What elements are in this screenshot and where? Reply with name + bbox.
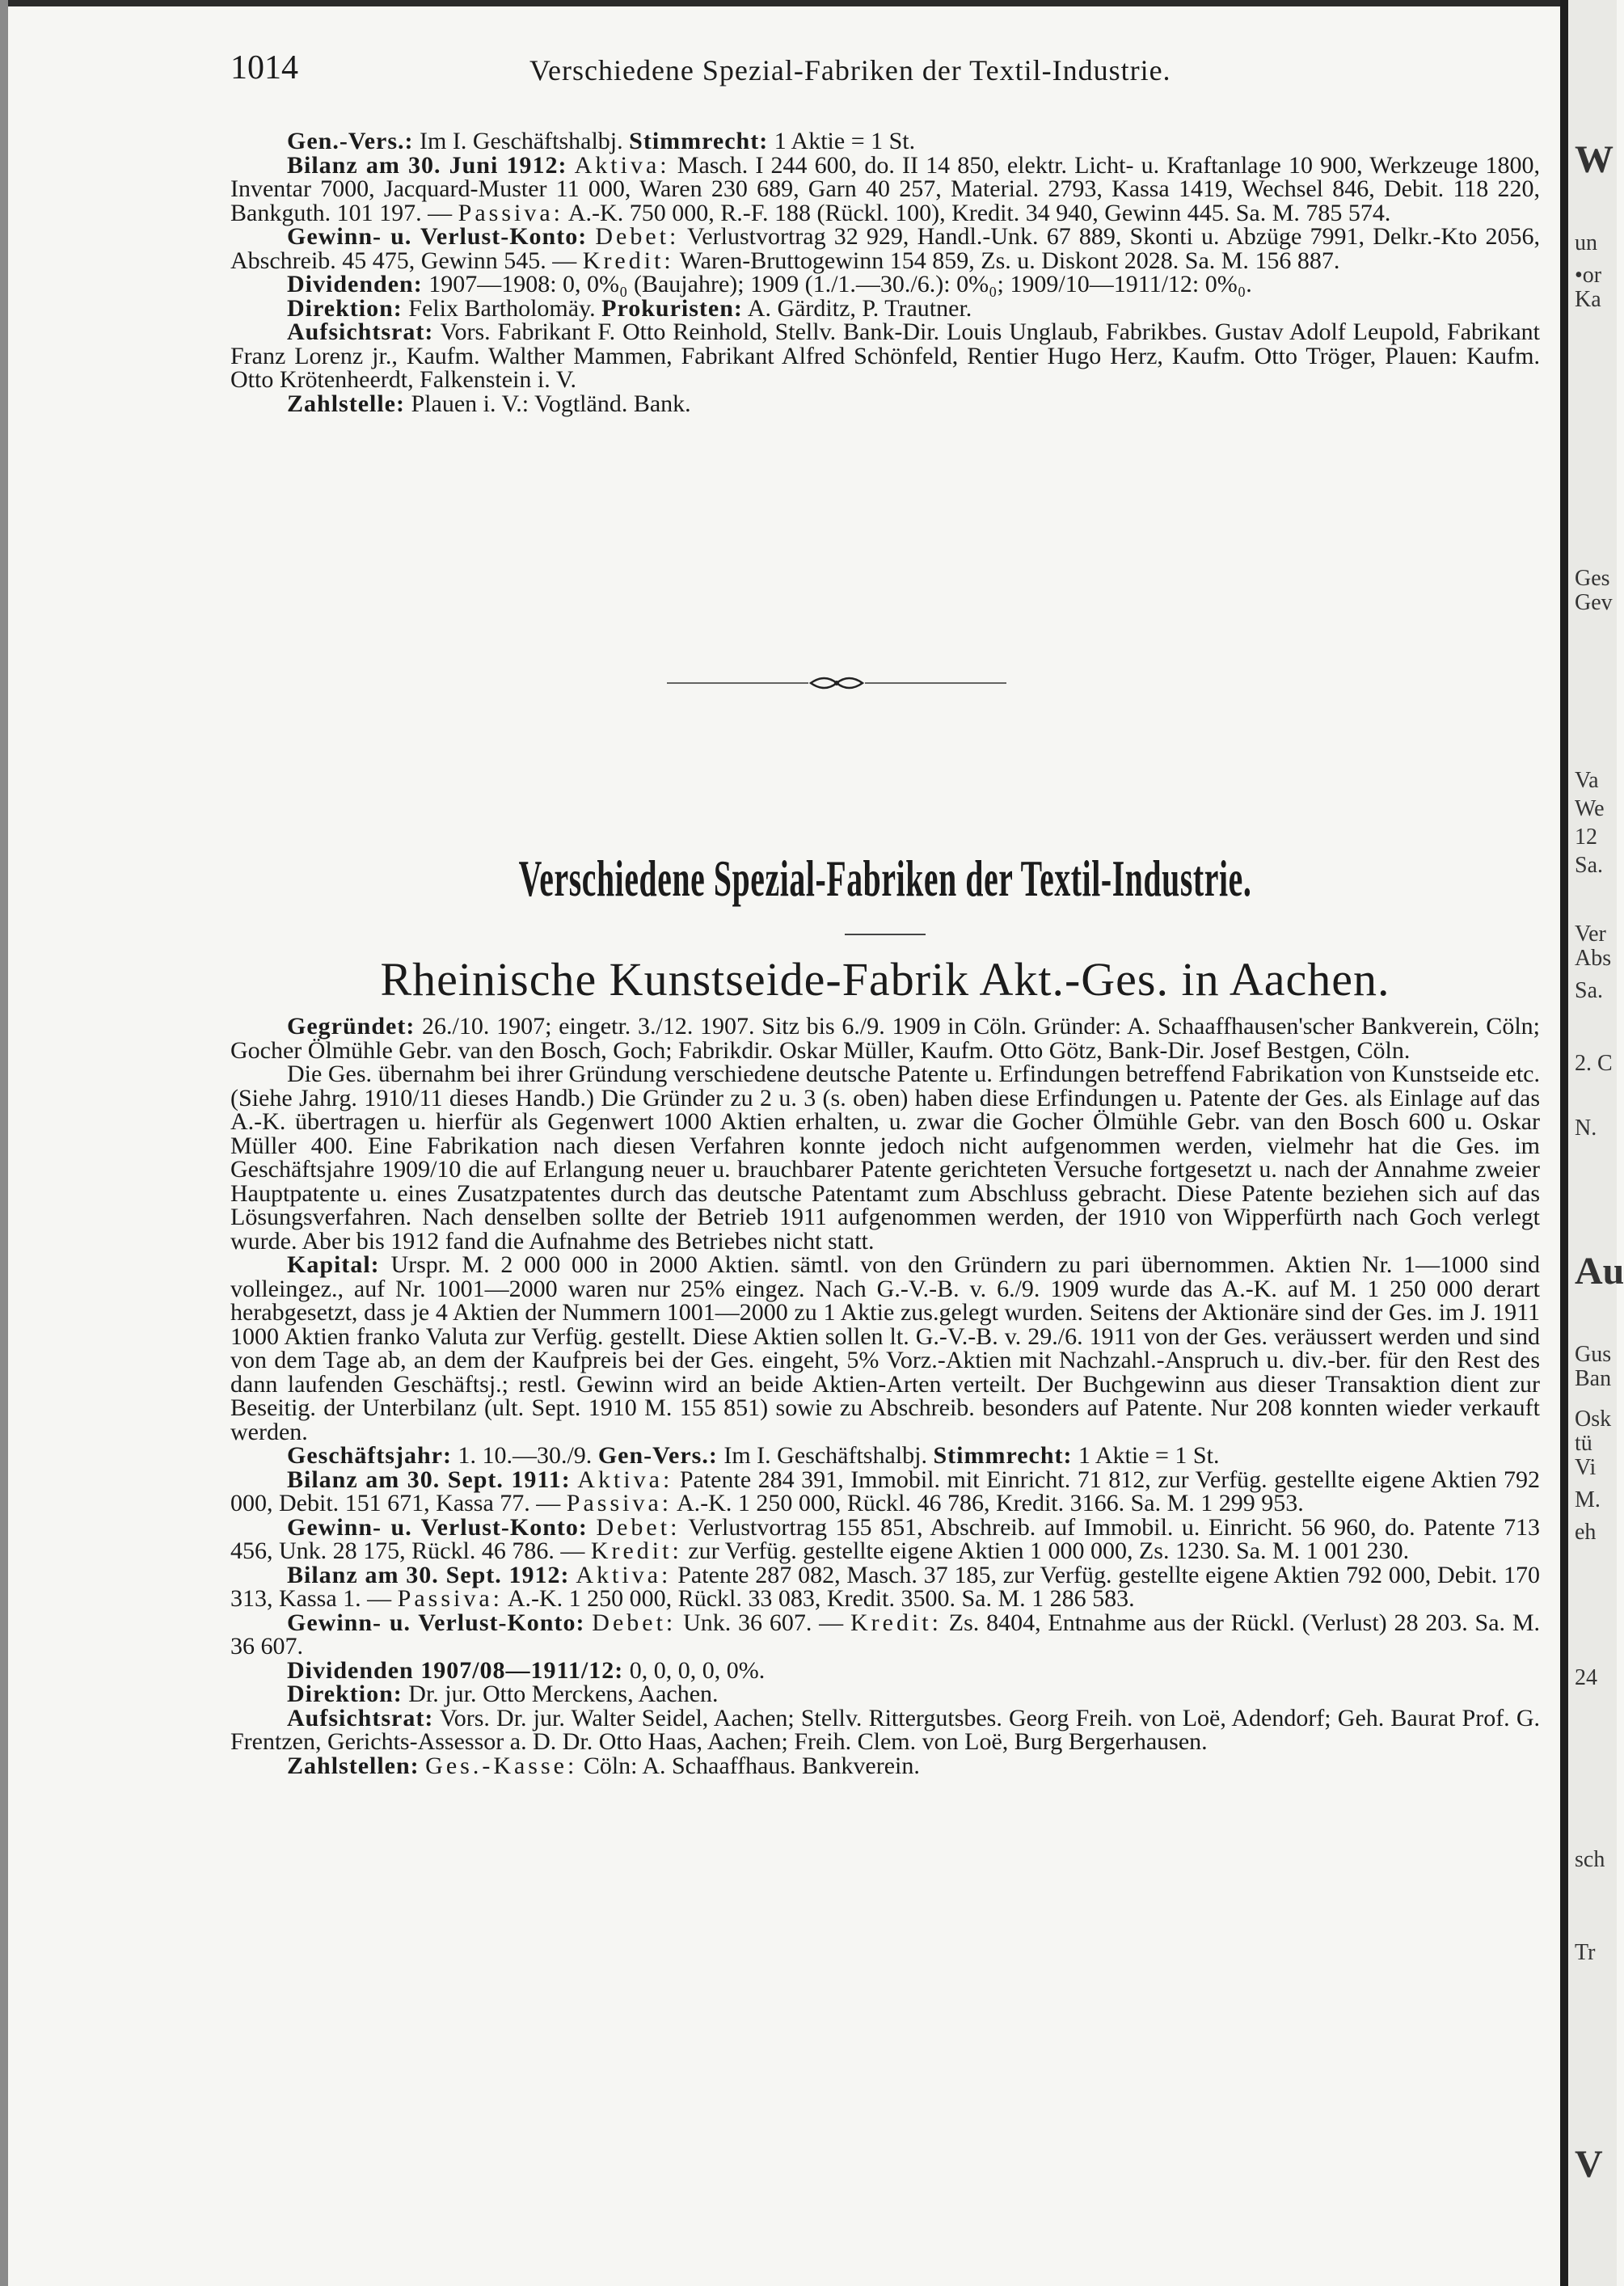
entry-label: Prokuristen: [601,294,743,322]
entry-paragraph [230,225,1540,272]
entry-paragraph [230,151,1541,226]
entry-text: 1. 10.—30./9. [458,1442,593,1469]
company-title: Rheinische Kunstseide-Fabrik Akt.-Ges. in Aachen. [380,953,1390,1006]
adjacent-page-fragment: Gus [1575,1342,1612,1367]
entry-paragraph [230,1656,1540,1684]
entry-text: Zs. 8404, Entnahme aus der Rückl. (Verlust) 28 203. Sa. M. 36 607. [230,1609,1541,1660]
entry-paragraph [230,1563,1540,1611]
entry-text: Urspr. M. 2 000 000 in 2000 Aktien. sämtl. von den Gründern zu pari übernommen. Aktien Nr. 1—1000 sind volleingez., auf Nr. 1001—2000 waren nur 25% eingez. Nach G.-V.-B. v. 6./9. 1909 wurde das A.-K. auf M. 1 250 000 derart herabgesetzt, dass je 4 Aktien der Nummern 1001—2000 zu 1 Aktie zus.gelegt wurden. Seitens der Aktionäre sind der Ges. im J. 1911 1000 Aktien franko Valuta zur Verfüg. gestellt. Diese Aktien sollen lt. G.-V.-B. v. 29./6. 1911 von der Ges. veräussert werden und sind von dem Tage ab, an dem der Kaufpreis bei der Ges. eingeht, 5% Vorz.-Aktien mit Nachzahl.-Anspruch u. div.-ber. für den Rest des dann laufenden Geschäftsj.; restl. Gewinn wird an beide Aktien-Arten verteilt. Der Buchgewinn aus dieser Transaktion dient zur Beseitig. der Unterbilanz (ult. Sept. 1910 M. 155 851) sowie zu Abschreib. besonders auf Patente. Nur 208 konnten wieder verkauft werden. [230,1251,1540,1445]
entry-label: Gen.-Vers.: [287,128,414,154]
running-head [230,49,1540,97]
adjacent-page-fragment: •or [1575,263,1602,288]
adjacent-page-fragment: 24 [1575,1665,1597,1690]
entry-sublabel: Passiva: [397,1585,503,1612]
adjacent-page-fragment: Tr [1575,1940,1596,1965]
adjacent-page-fragment: 2. C [1575,1051,1613,1076]
company-entry [230,1014,1540,1778]
entry-paragraph [230,272,1540,297]
entry-text: 0, 0, 0, 0, 0%. [629,1656,766,1684]
entry-label: Bilanz am 30. Sept. 1911: [287,1466,571,1493]
entry-text: Verlustvortrag 32 929, Handl.-Unk. 67 889, Skonti u. Abzüge 7991, Delkr.-Kto 2056, Abschreib. 45 475, Gewinn 545. — [230,223,1540,274]
entry-paragraph [230,1611,1540,1659]
entry-paragraph [230,1706,1540,1754]
adjacent-page-fragment: Ban [1575,1366,1612,1391]
book-gutter [1560,0,1568,2286]
entry-text: zur Verfüg. gestellte eigene Aktien 1 000 000, Zs. 1230. Sa. M. 1 001 230. [688,1537,1410,1564]
entry-label: Bilanz am 30. Juni 1912: [287,151,567,179]
entry-text: Vors. Dr. jur. Walter Seidel, Aachen; Stellv. Rittergutsbes. Georg Freih. von Loë, Adendorf; Geh. Baurat Prof. G. Frentzen, Gerichts-Assessor a. D. Dr. Otto Haas, Aachen; Freih. Clem. von Loë, Burg Bergerhausen. [230,1704,1540,1755]
entry-text: Plauen i. V.: Vogtländ. Bank. [411,390,691,417]
ornament-divider [667,667,1006,699]
section-title: Verschiedene Spezial-Fabriken der Textil-Industrie. [518,850,1252,907]
entry-text: Cöln: A. Schaaffhaus. Bankverein. [583,1752,920,1779]
adjacent-page-fragment: Osk [1575,1407,1612,1432]
adjacent-page-fragment: Au [1575,1250,1624,1293]
entry-label: Stimmrecht: [629,128,769,154]
entry-text: Im I. Geschäftshalbj. [420,128,623,154]
entry-text: Die Ges. übernahm bei ihrer Gründung verschiedene deutsche Patente u. Erfindungen betreffend Fabrikation von Kunstseide etc. (Siehe Jahrg. 1910/11 dieses Handb.) Die Gründer zu 2 u. 3 (s. oben) haben diese Erfindungen u. Patente der Ges. als Einlage auf das A.-K. übertragen u. hierfür als Gegenwert 1000 Aktien erhalten, u. zwar die Gocher Ölmühle Gebr. van den Bosch 600 u. Oskar Müller 400. Eine Fabrikation nach diesen Verfahren konnte jedoch nicht aufgenommen werden, vielmehr hat die Ges. im Geschäftsjahre 1909/10 die auf Erlangung neuer u. brauchbarer Patente gerichteten Versuche fortgesetzt u. nach der Annahme zweier Hauptpatente u. eines Zusatzpatentes durch das deutsche Patentamt zum Abschluss gebracht. Diese Patente beziehen sich auf das Lösungsverfahren. Nach denselben sollte der Betrieb 1911 aufgenommen werden, der 1910 von Wipperfürth nach Goch verlegt wurde. Aber bis 1912 fand die Aufnahme des Betriebes nicht statt. [230,1061,1540,1255]
entry-label: Aufsichtsrat: [287,1704,434,1731]
entry-text: Patente 284 391, Immobil. mit Einricht. 71 812, zur Verfüg. gestellte eigene Aktien 792 000, Debit. 151 671, Kassa 77. — [230,1466,1541,1516]
entry-paragraph [230,1014,1540,1062]
adjacent-page-fragment: Ges [1575,566,1610,591]
adjacent-page-fragment: Ver [1575,922,1606,947]
entry-text: 26./10. 1907; eingetr. 3./12. 1907. Sitz bis 6./9. 1909 in Cöln. Gründer: A. Schaaffhausen'scher Bankverein, Cöln; Gocher Ölmühle Gebr. van den Bosch, Goch; Fabrikdir. Oskar Müller, Kaufm. Otto Götz, Bank-Dir. Josef Bestgen, Cöln. [230,1013,1540,1064]
adjacent-page-strip [1568,0,1624,2286]
entry-sublabel: Passiva: [566,1490,673,1516]
entry-sublabel: Kredit: [850,1609,942,1636]
entry-text: A. Gärditz, P. Trautner. [747,294,972,322]
adjacent-page-fragment: tü [1575,1431,1592,1456]
entry-paragraph [230,1754,1540,1778]
entry-label: Direktion: [287,1681,403,1707]
entry-text: Waren-Bruttogewinn 154 859, Zs. u. Diskont 2028. Sa. M. 156 887. [679,247,1340,274]
adjacent-page-fragment: Ka [1575,287,1601,312]
entry-paragraph [230,294,1540,322]
title-rule [845,934,926,935]
entry-text: A.-K. 1 250 000, Rückl. 46 786, Kredit. 3166. Sa. M. 1 299 953. [677,1490,1304,1516]
entry-label: Kapital: [287,1251,380,1278]
entry-paragraph [230,1444,1540,1468]
entry-sublabel: Kredit: [582,247,674,274]
page-number: 1014 [230,49,298,86]
entry-text: Unk. 36 607. — [683,1609,844,1636]
entry-sublabel: Debet: [596,1513,681,1541]
entry-label: Gewinn- u. Verlust-Konto: [287,1609,585,1636]
entry-paragraph [230,1062,1540,1253]
entry-paragraph [230,1682,1540,1706]
entry-paragraph [230,1468,1540,1516]
entry-label: Stimmrecht: [933,1442,1073,1469]
entry-sublabel: Aktiva: [574,151,670,179]
entry-label: Dividenden: [287,271,423,297]
adjacent-page-fragment: Abs [1575,946,1612,971]
scan-edge-left [0,0,8,2286]
adjacent-page-fragment: sch [1575,1847,1605,1872]
entry-label: Gen-Vers.: [597,1442,718,1469]
entry-sublabel: Debet: [595,223,680,250]
entry-text: A.-K. 750 000, R.-F. 188 (Rückl. 100), Kredit. 34 940, Gewinn 445. Sa. M. 785 574. [567,199,1391,226]
running-title: Verschiedene Spezial-Fabriken der Textil-Industrie. [529,54,1171,86]
entry-label: Gewinn- u. Verlust-Konto: [287,1513,588,1541]
entry-label: Gegründet: [287,1013,415,1040]
entry-sublabel: Kredit: [590,1537,682,1564]
adjacent-page-fragment: Vi [1575,1455,1597,1480]
entry-label: Direktion: [287,294,403,322]
entry-sublabel: Aktiva: [576,1561,672,1588]
entry-sublabel: Aktiva: [577,1466,673,1493]
entry-label: Geschäftsjahr: [287,1442,452,1469]
adjacent-page-fragment: Sa. [1575,978,1603,1003]
entry-text: A.-K. 1 250 000, Rückl. 33 083, Kredit. 3500. Sa. M. 1 286 583. [507,1585,1135,1612]
entry-label: Zahlstellen: [287,1752,420,1779]
entry-paragraph [230,1513,1540,1564]
entry-text: Dr. jur. Otto Merckens, Aachen. [408,1681,719,1707]
adjacent-page-fragment: N. [1575,1116,1597,1141]
entry-sublabel: Passiva: [458,199,564,226]
scan-edge-top [0,0,1617,6]
adjacent-page-fragment: Sa. [1575,853,1603,878]
entry-label: Dividenden 1907/08—1911/12: [287,1656,624,1684]
entry-text: Patente 287 082, Masch. 37 185, zur Verfüg. gestellte eigene Aktien 792 000, Debit. 170 313, Kassa 1. — [230,1561,1541,1612]
entry-text: Felix Bartholomäy. [408,294,596,322]
entry-text: 1 Aktie = 1 St. [774,128,916,154]
entry-label: Zahlstelle: [287,390,405,417]
adjacent-page-fragment: eh [1575,1520,1597,1545]
entry-text: 1907—1908: 0, 0%₀ (Baujahre); 1909 (1./1.—30./6.): 0%₀; 1909/10—1911/12: 0%₀. [428,271,1252,297]
entry-text: Masch. I 244 600, do. II 14 850, elektr. Licht- u. Kraftanlage 10 900, Werkzeuge 1800, Inventar 7000, Jacquard-Muster 11 000, Waren 230 689, Garn 40 257, Material. 2793, Kassa 1419, Wechsel 846, Debit. 118 220, Bankguth. 101 197. — [230,151,1541,226]
previous-company-entry [230,129,1540,415]
entry-sublabel: Ges.-Kasse: [425,1752,578,1779]
entry-paragraph [230,320,1540,392]
adjacent-page-fragment: un [1575,230,1597,255]
entry-text: Verlustvortrag 155 851, Abschreib. auf Immobil. u. Einricht. 56 960, do. Patente 713 456, Unk. 28 175, Rückl. 46 786. — [230,1513,1540,1564]
entry-text: Vors. Fabrikant F. Otto Reinhold, Stellv. Bank-Dir. Louis Unglaub, Fabrikbes. Gustav Adolf Leupold, Fabrikant Franz Lorenz jr., Kaufm. Walther Mammen, Fabrikant Alfred Schönfeld, Rentier Hugo Herz, Kaufm. Otto Tröger, Plauen: Kaufm. Otto Krötenheerdt, Falkenstein i. V. [230,318,1541,393]
entry-paragraph [230,392,1540,416]
adjacent-page-fragment: Gev [1575,590,1613,615]
adjacent-page-fragment: 12 [1575,825,1597,850]
entry-label: Bilanz am 30. Sept. 1912: [287,1561,570,1588]
entry-paragraph [230,1253,1540,1444]
adjacent-page-fragment: We [1575,796,1605,821]
adjacent-page-fragment: Va [1575,768,1599,793]
entry-text: Im I. Geschäftshalbj. [723,1442,927,1469]
entry-paragraph [230,129,1540,154]
entry-text: 1 Aktie = 1 St. [1078,1442,1220,1469]
adjacent-page-fragment: W [1575,138,1613,181]
entry-label: Aufsichtsrat: [287,318,434,345]
entry-label: Gewinn- u. Verlust-Konto: [287,223,588,250]
entry-sublabel: Debet: [592,1609,677,1636]
adjacent-page-fragment: V [1575,2143,1603,2186]
adjacent-page-fragment: M. [1575,1487,1601,1512]
